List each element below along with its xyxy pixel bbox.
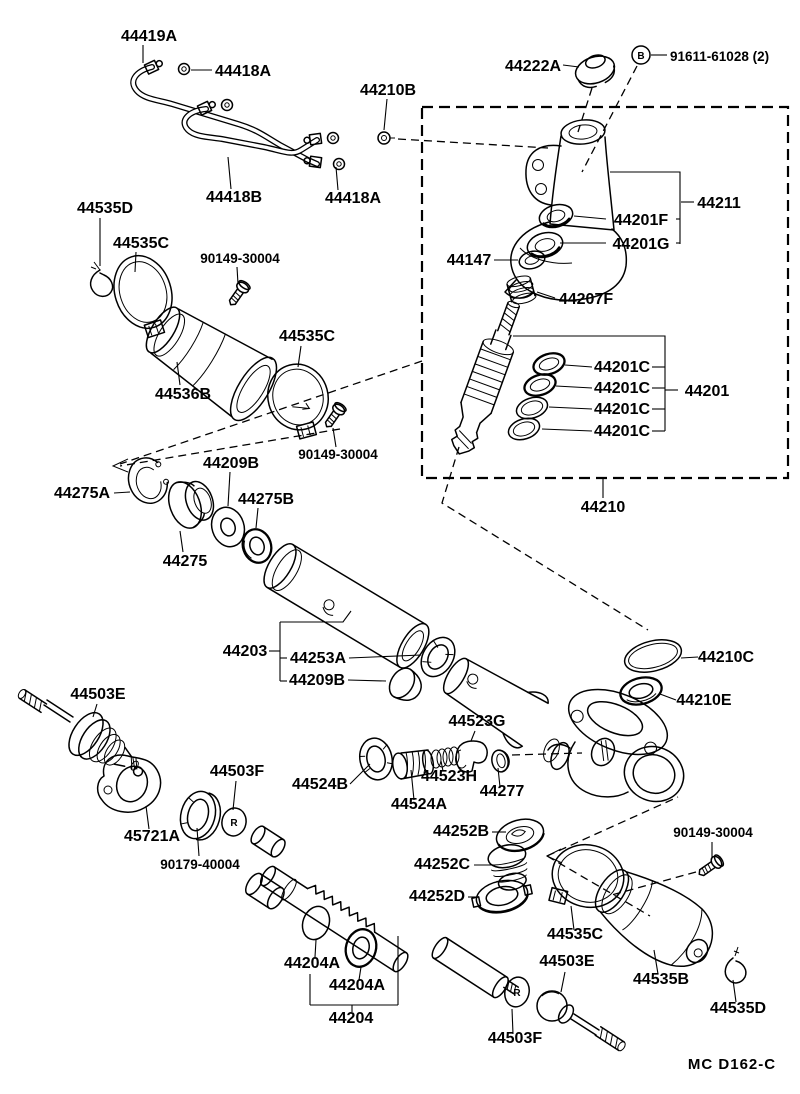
- label-44201: 44201: [684, 383, 730, 400]
- leader-lines: [93, 45, 736, 1034]
- part-bolt-90149-3: [696, 854, 726, 880]
- part-clip-44535d-left: [91, 262, 113, 296]
- flare-nut: [328, 133, 339, 144]
- label-44503e-left: 44503E: [70, 686, 126, 703]
- flare-nut: [334, 159, 345, 170]
- label-44252d: 44252D: [408, 888, 466, 905]
- part-rack-piece-1: [242, 871, 287, 912]
- label-44418a-top: 44418A: [214, 63, 272, 80]
- part-disc-44503f-right: [502, 974, 533, 1009]
- part-spacer-cylinder: [248, 824, 287, 859]
- label-90149-30004-3: 90149-30004: [673, 825, 753, 840]
- label-44277: 44277: [479, 783, 525, 800]
- part-boot-44536b: [134, 295, 286, 427]
- label-44535b: 44535B: [632, 971, 690, 988]
- label-90179-40004: 90179-40004: [160, 857, 240, 872]
- disc-letter-r: R: [230, 818, 238, 829]
- label-44210: 44210: [580, 499, 626, 516]
- part-nut-44252d: [470, 875, 535, 918]
- part-housing-tube-2: [433, 647, 551, 751]
- union-44210b: [378, 132, 395, 144]
- flare-nut: [222, 100, 233, 111]
- label-44201c-1: 44201C: [593, 359, 651, 376]
- label-44275a: 44275A: [53, 485, 111, 502]
- label-44209b-2: 44209B: [288, 672, 346, 689]
- label-44253a: 44253A: [289, 650, 347, 667]
- disc-letter-r: R: [513, 988, 521, 999]
- part-collar-90179: [175, 787, 225, 843]
- label-44535c-3: 44535C: [546, 926, 604, 943]
- part-bearing-44253a: [414, 631, 461, 682]
- label-44147: 44147: [446, 252, 492, 269]
- part-snap-ring-44275a: [123, 453, 174, 509]
- label-44503f-right: 44503F: [487, 1030, 543, 1047]
- label-44211: 44211: [697, 195, 741, 212]
- part-seal-44210e: [617, 673, 664, 708]
- label-44252b: 44252B: [432, 823, 490, 840]
- label-44209b-1: 44209B: [202, 455, 260, 472]
- part-spring-44523h: [431, 747, 459, 768]
- label-90149-30004-2: 90149-30004: [298, 447, 378, 462]
- label-90149-30004-1: 90149-30004: [200, 251, 280, 266]
- label-44524b: 44524B: [291, 776, 349, 793]
- labels-layer: [54, 28, 776, 1073]
- label-44275: 44275: [162, 553, 208, 570]
- label-44524a: 44524A: [390, 796, 448, 813]
- part-oring-44201c-4: [506, 415, 543, 444]
- circled-letter-b: B: [637, 51, 645, 62]
- label-44503f-left: 44503F: [209, 763, 265, 780]
- part-bolt-90149-1: [225, 279, 251, 309]
- part-oring-44204a-1: [298, 903, 334, 944]
- label-44503e-right: 44503E: [539, 953, 595, 970]
- label-44419a: 44419A: [120, 28, 178, 45]
- part-clamp-44535c-3: [545, 837, 630, 917]
- label-44201c-4: 44201C: [593, 423, 651, 440]
- label-44535c-1: 44535C: [112, 235, 170, 252]
- label-44523g: 44523G: [448, 713, 506, 730]
- label-44535c-2: 44535C: [278, 328, 336, 345]
- label-44201c-3: 44201C: [593, 401, 651, 418]
- label-44201g: 44201G: [612, 236, 670, 253]
- part-rack-piece-2: [429, 935, 511, 1000]
- bolt-91611-circled-b: [632, 46, 650, 64]
- part-valve-housing-44211: [505, 118, 626, 301]
- label-44252c: 44252C: [413, 856, 471, 873]
- label-44210e: 44210E: [676, 692, 732, 709]
- label-44418b: 44418B: [205, 189, 263, 206]
- label-44204a-1: 44204A: [283, 955, 341, 972]
- part-bushing-44209b-2: [384, 664, 427, 707]
- part-tie-rod-44503e-left: [17, 688, 157, 791]
- label-44204a-2: 44204A: [328, 977, 386, 994]
- label-44203: 44203: [222, 643, 268, 660]
- label-44275b: 44275B: [237, 491, 295, 508]
- label-44201c-2: 44201C: [593, 380, 651, 397]
- part-dust-cap-44222a: [572, 51, 619, 92]
- flare-nut: [179, 64, 190, 75]
- label-44201f: 44201F: [613, 212, 669, 229]
- part-oring-44201c-2: [522, 371, 559, 400]
- part-rack-housing-44203: [258, 539, 435, 673]
- label-44535d-right: 44535D: [709, 1000, 767, 1017]
- label-44204: 44204: [328, 1010, 374, 1027]
- label-91611-61028: 91611-61028 (2): [670, 49, 770, 64]
- label-44536b: 44536B: [154, 386, 212, 403]
- part-disc-44503f-left: [219, 806, 248, 838]
- label-44523h: 44523H: [420, 768, 478, 785]
- label-44222a: 44222A: [504, 58, 562, 75]
- label-44535d-left: 44535D: [76, 200, 134, 217]
- label-44210c: 44210C: [697, 649, 755, 666]
- label-44207f: 44207F: [558, 291, 614, 308]
- projection-lines: [113, 66, 696, 916]
- part-oring-44210c: [621, 634, 685, 677]
- label-45721a: 45721A: [123, 828, 181, 845]
- label-44210b: 44210B: [359, 82, 417, 99]
- part-bolt-90149-2: [321, 401, 347, 431]
- part-cap-44277: [490, 748, 511, 773]
- part-clip-44535d-right: [725, 947, 746, 983]
- part-seal-44252b: [493, 814, 547, 856]
- label-44418a-bottom: 44418A: [324, 190, 382, 207]
- part-claw-washer-45721a: [98, 755, 161, 812]
- part-pinion-housing: [539, 677, 692, 811]
- footer-drawing-code: MC D162-C: [687, 1056, 777, 1073]
- part-lock-nut-44524b: [356, 735, 396, 783]
- part-clamp-44535c-1: [105, 248, 184, 343]
